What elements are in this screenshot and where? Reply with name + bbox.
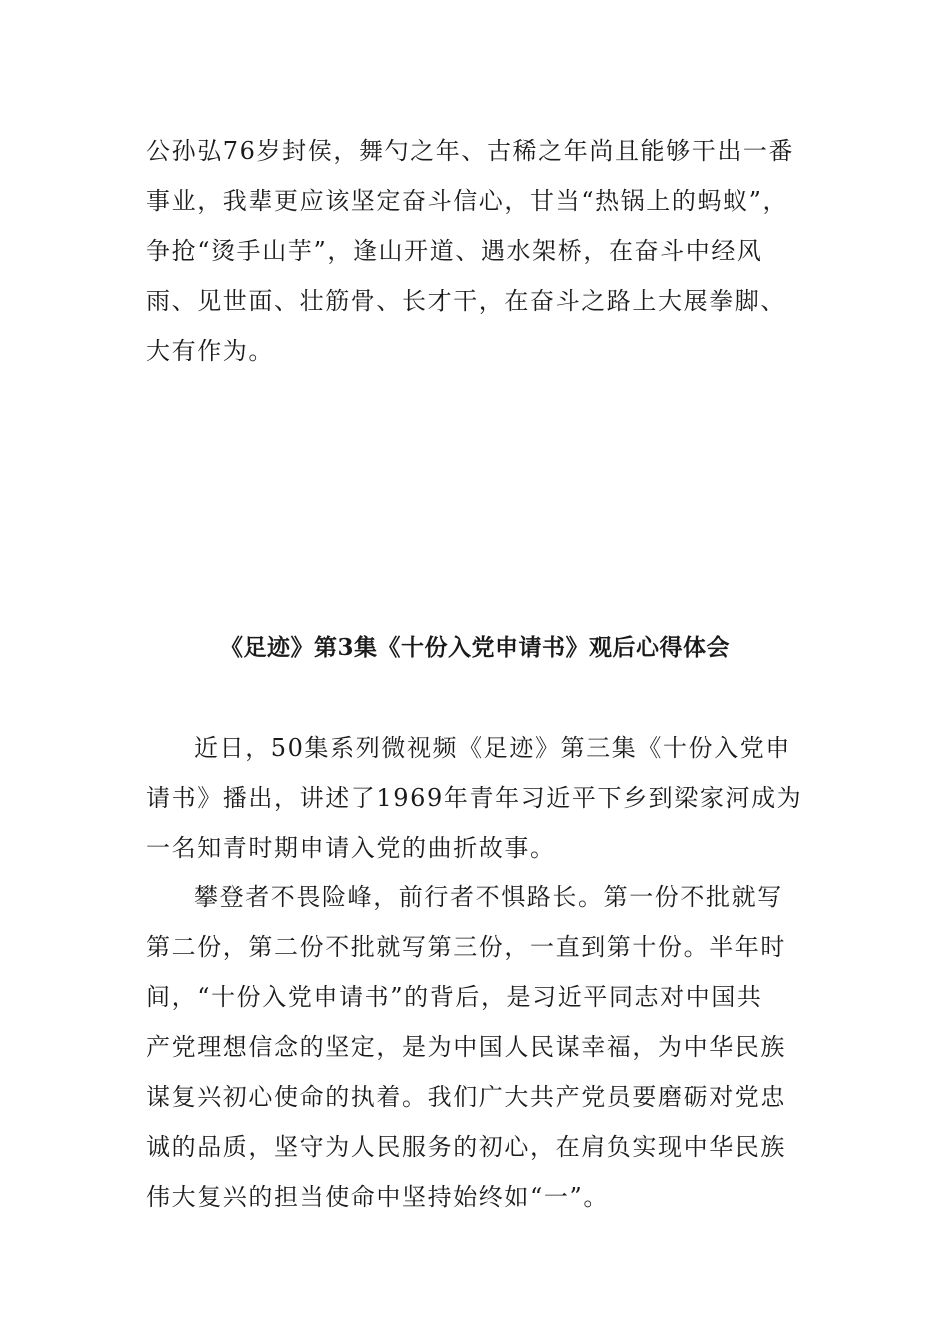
text-line: 公孙弘76岁封侯，舞勺之年、古稀之年尚且能够干出一番 <box>146 137 795 165</box>
text-line: 一名知青时期申请入党的曲折故事。 <box>146 834 556 862</box>
text-line: 雨、见世面、壮筋骨、长才干，在奋斗之路上大展拳脚、 <box>146 287 786 315</box>
text-line: 请书》播出，讲述了1969年青年习近平下乡到梁家河成为 <box>146 784 803 812</box>
text-line: 间，“十份入党申请书”的背后，是习近平同志对中国共 <box>146 983 763 1011</box>
text-line: 诚的品质，坚守为人民服务的初心，在肩负实现中华民族 <box>146 1133 786 1161</box>
text-line: 大有作为。 <box>146 337 274 365</box>
article-title: 《足迹》第3集《十份入党申请书》观后心得体会 <box>219 634 730 661</box>
text-line: 争抢“烫手山芋”，逢山开道、遇水架桥，在奋斗中经风 <box>146 237 763 265</box>
text-line: 攀登者不畏险峰，前行者不惧路长。第一份不批就写 <box>194 883 783 911</box>
text-line: 伟大复兴的担当使命中坚持始终如“一”。 <box>146 1183 609 1211</box>
text-line: 近日，50集系列微视频《足迹》第三集《十份入党申 <box>194 734 791 762</box>
text-line: 事业，我辈更应该坚定奋斗信心，甘当“热锅上的蚂蚁”， <box>146 187 789 215</box>
text-line: 第二份，第二份不批就写第三份，一直到第十份。半年时 <box>146 933 786 961</box>
text-line: 谋复兴初心使命的执着。我们广大共产党员要磨砺对党忠 <box>146 1083 786 1111</box>
text-line: 产党理想信念的坚定，是为中国人民谋幸福，为中华民族 <box>146 1033 786 1061</box>
